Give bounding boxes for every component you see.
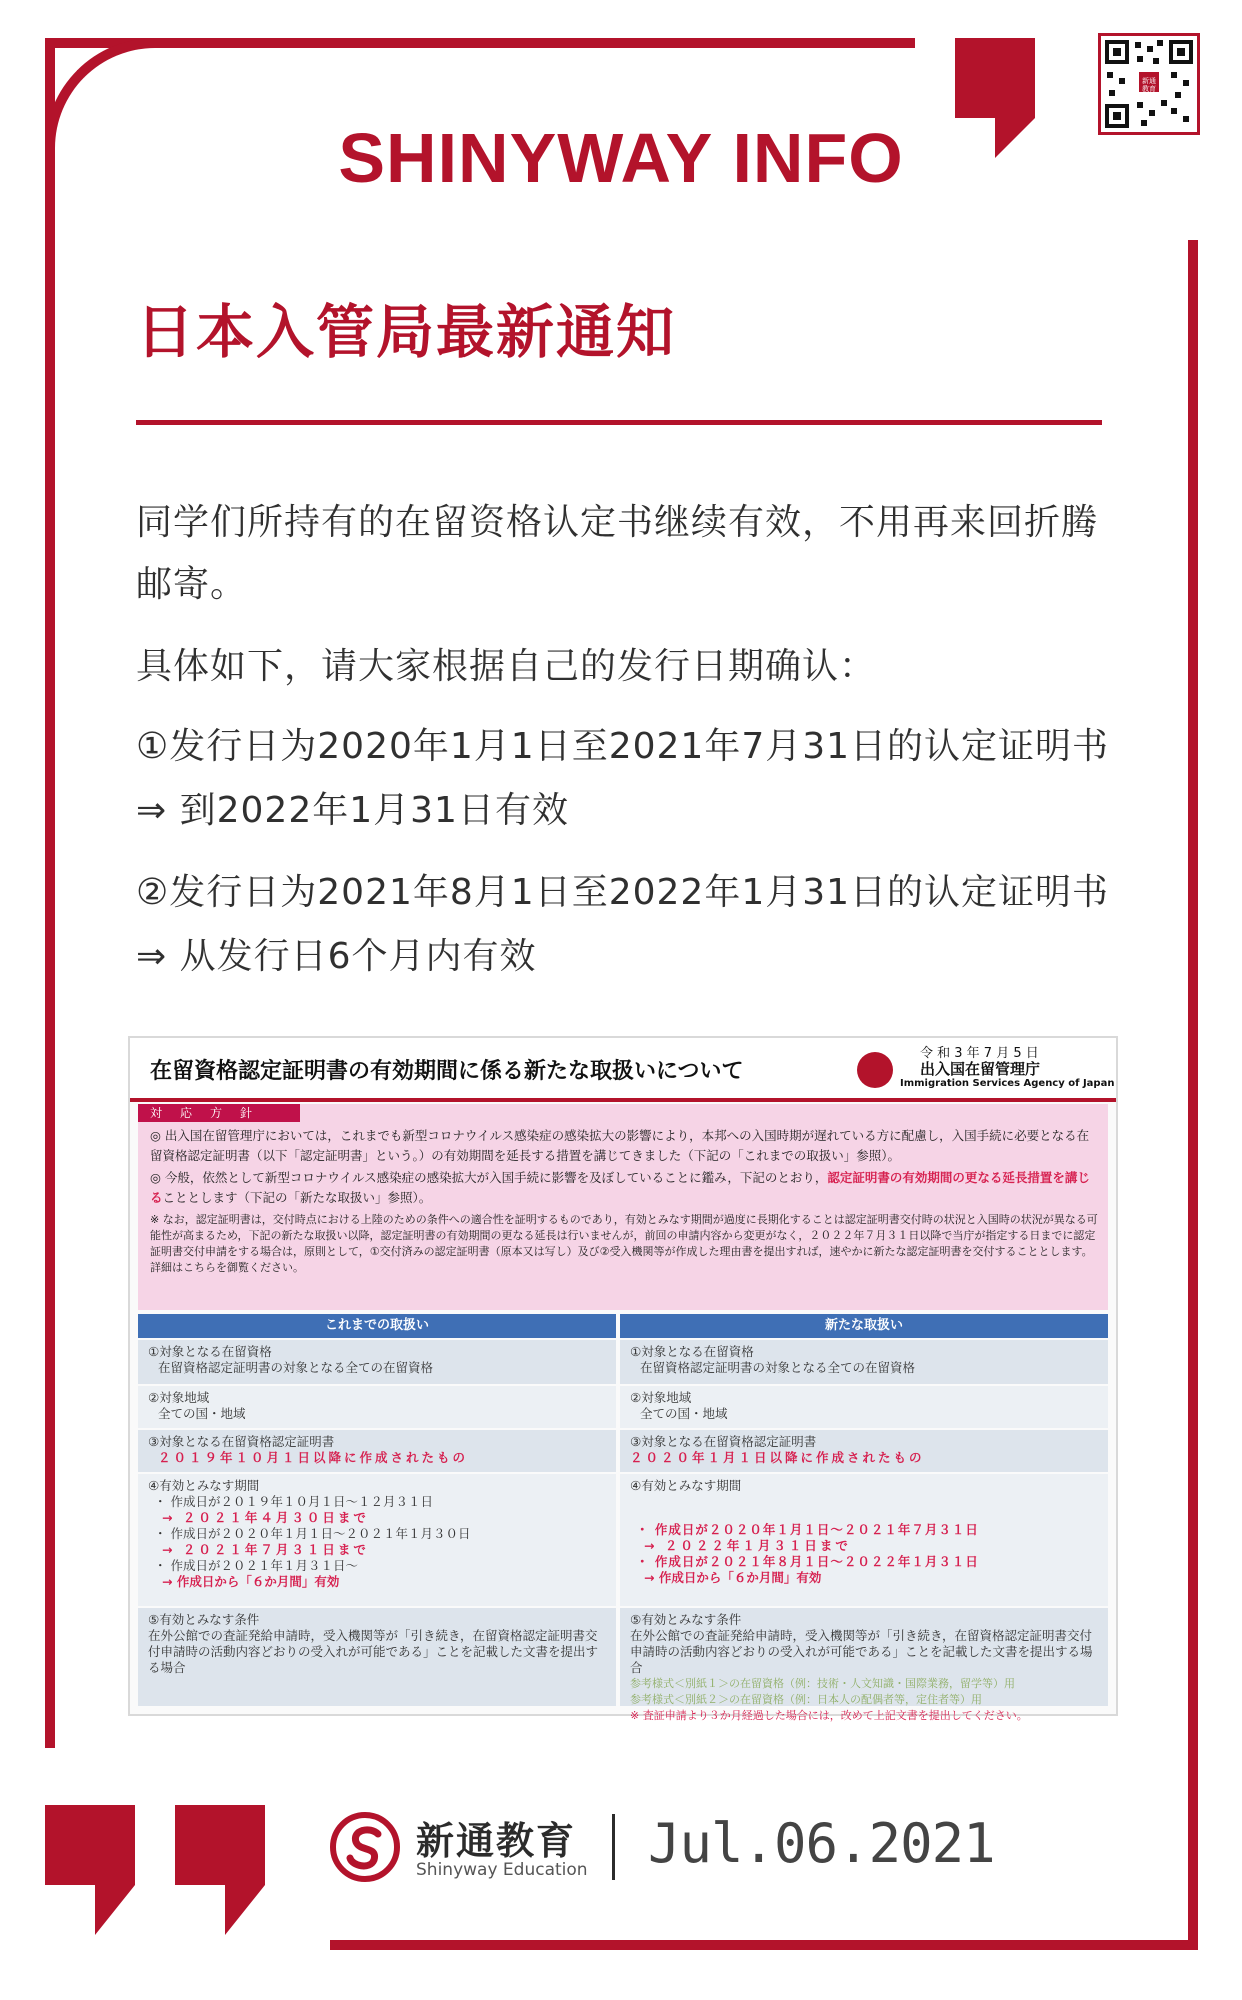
- table-cell: ①対象となる在留資格 在留資格認定証明書の対象となる全ての在留資格: [620, 1340, 1108, 1384]
- table-cell: ②対象地域 全ての国・地域: [138, 1386, 616, 1428]
- table-cell: ③対象となる在留資格認定証明書 ２０２０年１月１日以降に作成されたもの: [620, 1430, 1108, 1472]
- logo-chinese: 新通教育: [416, 1819, 577, 1863]
- svg-text:教育: 教育: [1142, 85, 1156, 93]
- frame-bottom-border: [330, 1940, 1198, 1950]
- logo-english: Shinyway Education: [416, 1860, 588, 1880]
- table-cell: ①対象となる在留資格 在留資格認定証明書の対象となる全ての在留資格: [138, 1340, 616, 1384]
- policy-item-1: ◎ 出入国在留管理庁においては，これまでも新型コロナウイルス感染症の感染拡大の影響により，本邦への入国時期が遅れている方に配慮し，入国手続に必要となる在留資格認定証明書（以下「認定証明書」という。）の有効期間を延長する措置を講じてきました（下記の「これまでの取扱い」参照）。: [150, 1128, 1090, 1163]
- col-header-new: 新たな取扱い: [620, 1314, 1108, 1338]
- publish-date: Jul.06.2021: [648, 1812, 995, 1875]
- case-1-condition: ①发行日为2020年1月1日至2021年7月31日的认定证明书: [136, 726, 1110, 767]
- doc-date: 令 和 3 年 7 月 5 日: [920, 1046, 1039, 1061]
- quote-mark-icon: [45, 1805, 285, 1945]
- policy-tab: 対応方針: [138, 1104, 300, 1122]
- doc-header: [130, 1038, 1116, 1102]
- notice-document-image: [128, 1036, 1118, 1722]
- footer-divider: [612, 1814, 615, 1880]
- case-2-result: ⇒ 从发行日6个月内有效: [136, 936, 537, 977]
- table-cell: ②対象地域 全ての国・地域: [620, 1386, 1108, 1428]
- shinyway-logo-icon: [330, 1812, 400, 1882]
- policy-item-2: ◎ 今般，依然として新型コロナウイルス感染症の感染拡大が入国手続に影響を及ぼしていることに鑑み，下記のとおり，認定証明書の有効期間の更なる延長措置を講じることとします（下記の「新たな取扱い」参照）。: [150, 1170, 1090, 1205]
- case-1-result: ⇒ 到2022年1月31日有效: [136, 790, 569, 831]
- frame-top-border: [45, 38, 915, 48]
- table-cell: ④有効とみなす期間 ・ 作成日が２０２０年１月１日～２０２１年７月３１日 → ２０２２年１月３１日まで ・ 作成日が２０２１年８月１日～２０２２年１月３１日 → 作成日から「６か月間」有効: [620, 1474, 1108, 1606]
- frame-right-border: [1188, 240, 1198, 1950]
- table-cell: ⑤有効とみなす条件 在外公館での査証発給申請時，受入機関等が「引き続き，在留資格認定証明書交付申請時の活動内容どおりの受入れが可能である」ことを記載した文書を提出する場合: [138, 1608, 616, 1706]
- doc-agency: 出入国在留管理庁: [920, 1060, 1041, 1078]
- policy-note: ※ なお，認定証明書は，交付時点における上陸のための条件への適合性を証明するものであり，有効とみなす期間が過度に長期化することは認定証明書交付時の状況と入国時の状況が異なる可能性が高まるため，下記の新たな取扱い以降，認定証明書の有効期間の更なる延長は行いませんが，前回の申請内容から変更がなく，２０２２年７月３１日以降で当庁が指定する日までに認定証明書交付申請をする場合は，原則として，①交付済みの認定証明書（原本又は写し）及び②受入機関等が作成した理由書を提出すれば，速やかに新たな認定証明書を交付することとします。詳細はこちらを御覧ください。: [150, 1213, 1098, 1274]
- agency-seal-icon: [857, 1052, 893, 1088]
- table-cell: ④有効とみなす期間 ・ 作成日が２０１９年１０月１日～１２月３１日 → ２０２１年４月３０日まで ・ 作成日が２０２０年１月１日～２０２１年１月３０日 → ２０２１年７月３１日まで ・ 作成日が２０２１年１月３１日～ → 作成日から「６か月間」有効: [138, 1474, 616, 1606]
- doc-agency-en: Immigration Services Agency of Japan: [900, 1078, 1115, 1089]
- instruction-paragraph: 具体如下，请大家根据自己的发行日期确认：: [136, 646, 877, 687]
- table-cell: ③対象となる在留資格認定証明書 ２０１９年１０月１日以降に作成されたもの: [138, 1430, 616, 1472]
- svg-text:新通: 新通: [1142, 77, 1156, 85]
- frame-left-border: [45, 38, 55, 1748]
- title-divider: [136, 420, 1102, 425]
- doc-title: 在留資格認定証明書の有効期間に係る新たな取扱いについて: [150, 1059, 744, 1084]
- page-title: 日本入管局最新通知: [136, 298, 677, 366]
- case-2-condition: ②发行日为2021年8月1日至2022年1月31日的认定证明书: [136, 872, 1110, 913]
- intro-paragraph: 同学们所持有的在留资格认定书继续有效，不用再来回折腾邮寄。: [136, 502, 1099, 605]
- table-cell: ⑤有効とみなす条件 在外公館での査証発給申請時，受入機関等が「引き続き，在留資格認定証明書交付申請時の活動内容どおりの受入れが可能である」ことを記載した文書を提出する場合 参考様式＜別紙１＞の在留資格（例：技術・人文知識・国際業務，留学等）用 参考様式＜別紙２＞の在留資格（例：日本人の配偶者等，定住者等）用 ※ 査証申請より３か月経過した場合には，改めて上記文書を提出してください。: [620, 1608, 1108, 1706]
- brand-title: SHINYWAY INFO: [338, 119, 904, 197]
- col-header-old: これまでの取扱い: [138, 1314, 616, 1338]
